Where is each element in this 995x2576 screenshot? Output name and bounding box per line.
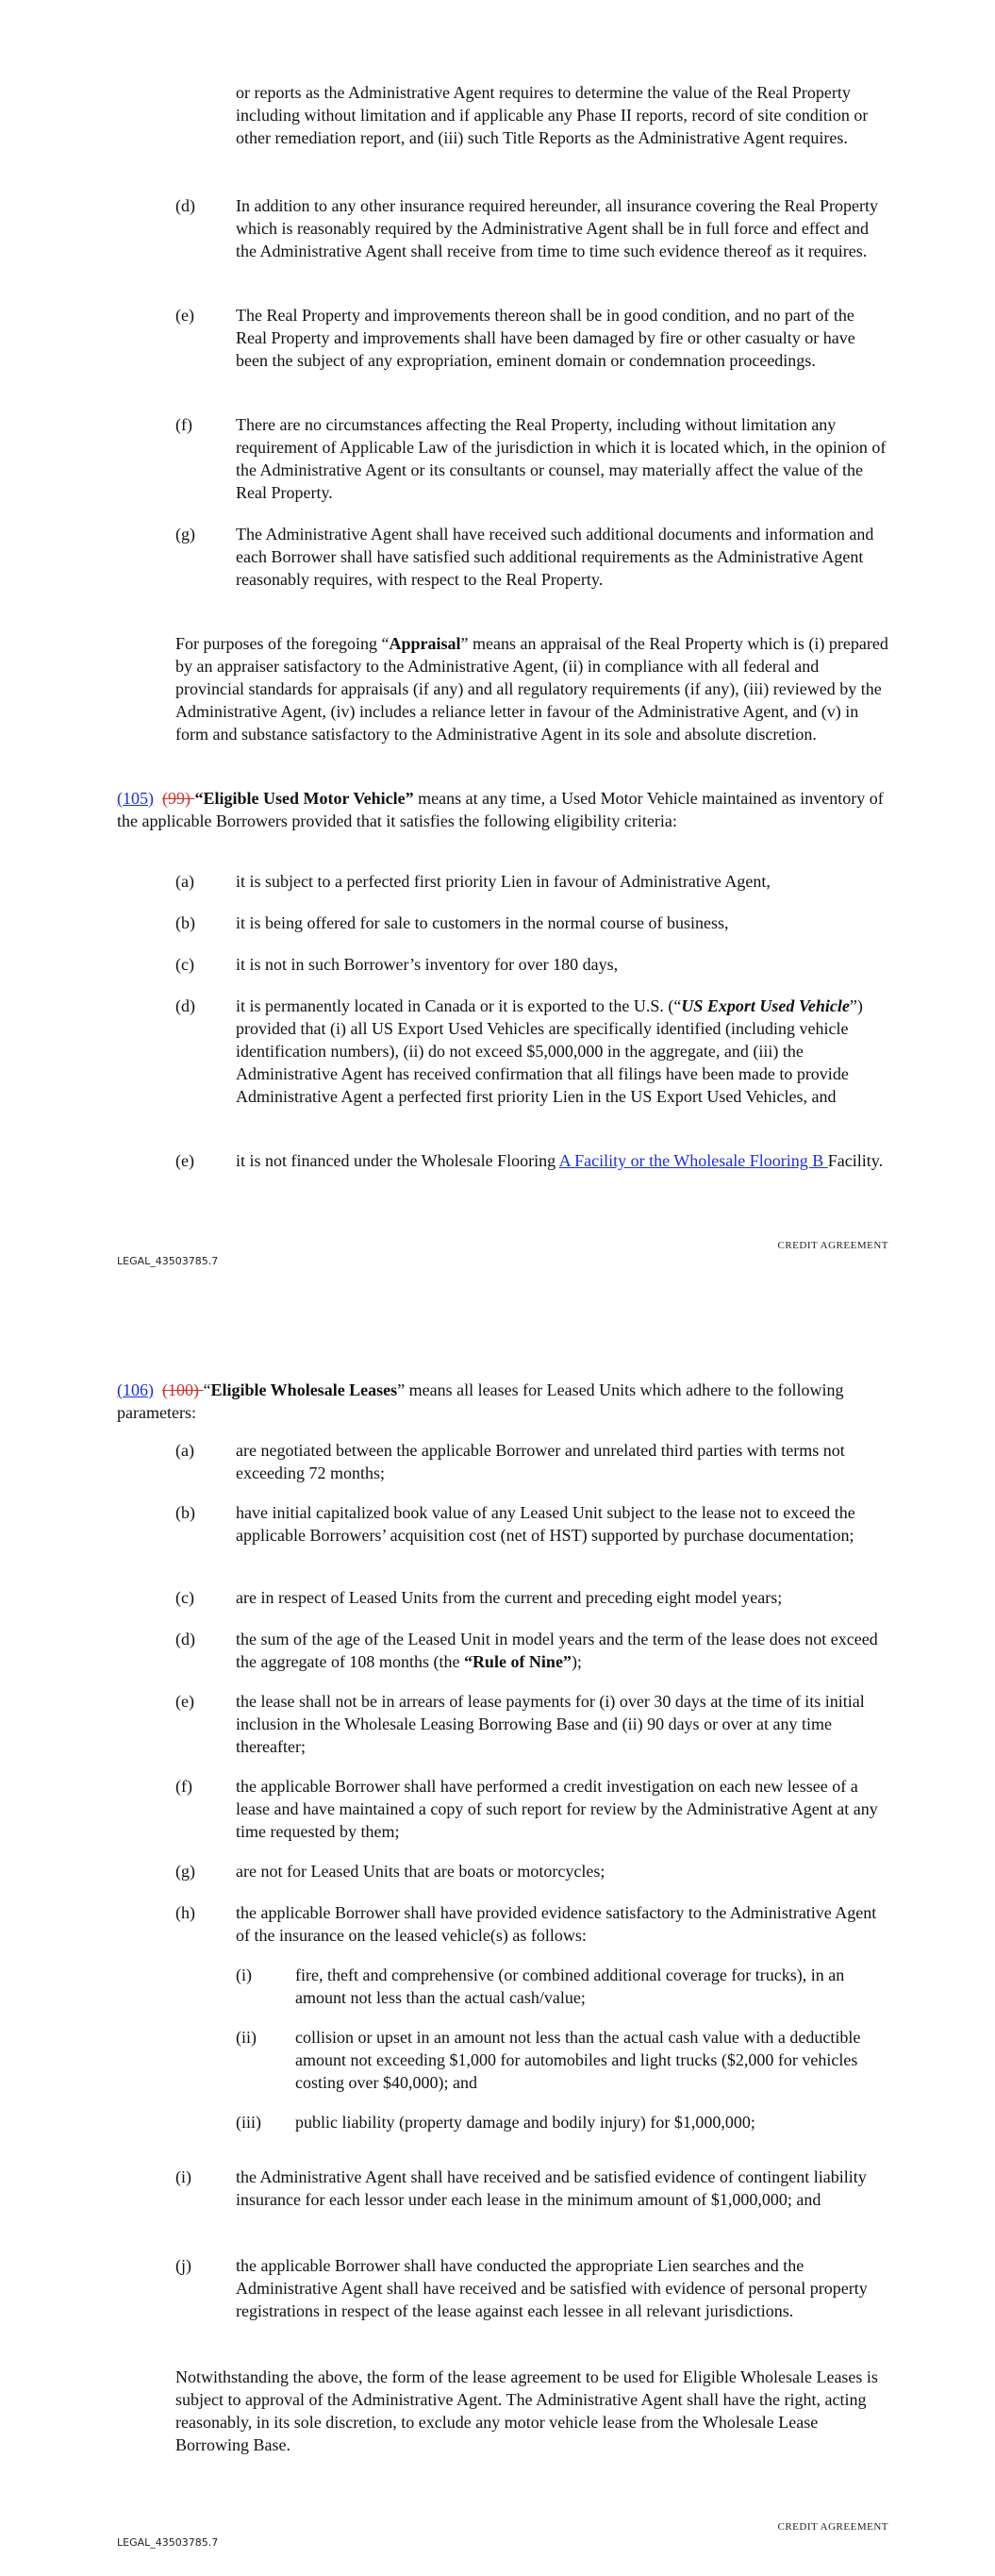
definition-term: “Eligible Used Motor Vehicle”	[194, 789, 414, 808]
item-label: (g)	[175, 525, 195, 544]
wholesale-flooring-link[interactable]: A Facility or the Wholesale Flooring B	[558, 1151, 828, 1170]
subitem-label: (iii)	[236, 2113, 261, 2132]
appraisal-pre: For purposes of the foregoing “	[175, 634, 390, 653]
item-text: have initial capitalized book value of any Leased Unit subject to the lease not to exceed the applicable Borrowers’ acquisition cost (net of HST) supported by purchase documentation;	[236, 1503, 855, 1545]
item-text: the lease shall not be in arrears of lease payments for (i) over 30 days at the time of its initial inclusion in the Wholesale Leasing Borrowing Base and (ii) 90 days or over at any time thereafter;	[236, 1692, 865, 1756]
criterion-e-pre: it is not financed under the Wholesale Flooring	[236, 1151, 559, 1170]
item-label: (a)	[175, 1441, 194, 1460]
subitem-text: fire, theft and comprehensive (or combined additional coverage for trucks), in an amount not less than the actual cash/value;	[295, 1965, 845, 2007]
criterion-label: (a)	[175, 872, 194, 891]
item-label: (i)	[175, 2167, 191, 2186]
footer-title: CREDIT AGREEMENT	[777, 2521, 888, 2533]
definition-text: ” means all leases for Leased Units which adhere to the following parameters:	[117, 1380, 844, 1422]
item-label: (b)	[175, 1503, 195, 1522]
definition-term: Eligible Wholesale Leases	[210, 1380, 398, 1399]
definition-number-old: (99)	[162, 789, 195, 808]
item-label: (f)	[175, 1777, 192, 1796]
criterion-d-pre: it is permanently located in Canada or it is exported to the U.S. (“	[236, 996, 682, 1015]
item-label: (j)	[175, 2256, 191, 2275]
intro-paragraph: or reports as the Administrative Agent requires to determine the value of the Real Property including without limitation and if applicable any Phase II reports, record of site condition or other remediation report, and (iii) such Title Reports as the Administrative Agent requires.	[236, 83, 869, 147]
item-text: the applicable Borrower shall have provided evidence satisfactory to the Administrative Agent of the insurance on the leased vehicle(s) as follows:	[236, 1903, 877, 1945]
criterion-label: (b)	[175, 913, 195, 932]
item-label: (f)	[175, 415, 192, 434]
item-text: are negotiated between the applicable Borrower and unrelated third parties with terms not exceeding 72 months;	[236, 1441, 845, 1482]
document-page-2	[0, 1297, 995, 2576]
item-text: the Administrative Agent shall have received and be satisfied evidence of contingent liability insurance for each lessor under each lease in the minimum amount of $1,000,000; and	[236, 2167, 867, 2209]
item-text: are in respect of Leased Units from the current and preceding eight model years;	[236, 1588, 783, 1607]
appraisal-paragraph	[175, 632, 888, 745]
criterion-text-us-export	[236, 995, 887, 1108]
definition-number-old: (100)	[162, 1380, 204, 1399]
footer-title: CREDIT AGREEMENT	[777, 1240, 888, 1251]
appraisal-post: ” means an appraisal of the Real Property which is (i) prepared by an appraiser satisfactory to the Administrative Agent, (ii) in compliance with all federal and provincial standards for appraisals (if any) and all regulatory requirements (if any), (iii) reviewed by the Administrative Agent, (iv) includes a reliance letter in favour of the Administrative Agent, and (v) in form and substance satisfactory to the Administrative Agent in its sole and absolute discretion.	[175, 634, 888, 744]
criterion-text: it is being offered for sale to customers in the normal course of business,	[236, 913, 729, 932]
item-d-term: “Rule of Nine”	[463, 1652, 572, 1671]
item-d-pre: the sum of the age of the Leased Unit in model years and the term of the lease does not exceed the aggregate of 108 months (the	[236, 1630, 878, 1671]
item-label: (d)	[175, 196, 195, 215]
item-text: are not for Leased Units that are boats or motorcycles;	[236, 1862, 605, 1881]
definition-eligible-wholesale-leases	[117, 1379, 890, 1424]
footer-doc-id: LEGAL_43503785.7	[117, 2536, 219, 2549]
criterion-label: (e)	[175, 1151, 194, 1170]
criterion-d-term: US Export Used Vehicle	[681, 996, 850, 1015]
definition-number-new[interactable]: (105)	[117, 789, 154, 808]
item-label: (g)	[175, 1862, 195, 1881]
subitem-label: (ii)	[236, 2028, 257, 2047]
item-label: (e)	[175, 1692, 194, 1711]
appraisal-term: Appraisal	[389, 634, 461, 653]
item-text: In addition to any other insurance required hereunder, all insurance covering the Real Property which is reasonably required by the Administrative Agent shall be in full force and effect and the Administrative Agent shall receive from time to time such evidence thereof as it requires.	[236, 196, 879, 260]
criterion-label: (d)	[175, 996, 195, 1015]
subitem-text: collision or upset in an amount not less than the actual cash value with a deductible amount not exceeding $1,000 for automobiles and light trucks ($2,000 for vehicles costing over $40,000); and	[295, 2028, 861, 2092]
subitem-text: public liability (property damage and bodily injury) for $1,000,000;	[295, 2113, 755, 2132]
item-label: (d)	[175, 1630, 195, 1648]
definition-open-quote: “	[203, 1380, 211, 1399]
criterion-text: it is subject to a perfected first priority Lien in favour of Administrative Agent,	[236, 872, 771, 891]
footer-doc-id: LEGAL_43503785.7	[117, 1255, 219, 1267]
subitem-label: (i)	[236, 1965, 252, 1984]
item-label: (e)	[175, 306, 194, 325]
criterion-text-wholesale-flooring	[236, 1149, 887, 1172]
item-d-post: );	[571, 1652, 582, 1671]
criterion-text: it is not in such Borrower’s inventory for over 180 days,	[236, 955, 619, 974]
item-text: The Real Property and improvements thereon shall be in good condition, and no part of the Real Property and improvements shall have been damaged by fire or other casualty or have been the subject of any expropriation, eminent domain or condemnation proceedings.	[236, 306, 855, 370]
item-text: the applicable Borrower shall have performed a credit investigation on each new lessee of a lease and have maintained a copy of such report for review by the Administrative Agent at any time requested by them;	[236, 1777, 878, 1841]
definition-number-new[interactable]: (106)	[117, 1380, 154, 1399]
item-text: There are no circumstances affecting the Real Property, including without limitation any requirement of Applicable Law of the jurisdiction in which it is located which, in the opinion of the Administrative Agent or its consultants or counsel, may materially affect the value of the Real Property.	[236, 415, 887, 502]
item-text: The Administrative Agent shall have received such additional documents and information and each Borrower shall have satisfied such additional requirements as the Administrative Agent reasonably requires, with respect to the Real Property.	[236, 525, 874, 589]
item-label: (h)	[175, 1903, 195, 1922]
criterion-label: (c)	[175, 955, 194, 974]
criterion-e-post: Facility.	[827, 1151, 884, 1170]
closing-paragraph: Notwithstanding the above, the form of the lease agreement to be used for Eligible Wholesale Leases is subject to approval of the Administrative Agent. The Administrative Agent shall have the right, acting reasonably, in its sole discretion, to exclude any motor vehicle lease from the Wholesale Lease Borrowing Base.	[175, 2367, 878, 2454]
definition-text: means at any time, a Used Motor Vehicle maintained as inventory of the applicable Borrowers provided that it satisfies the following eligibility criteria:	[117, 789, 884, 830]
item-label: (c)	[175, 1588, 194, 1607]
item-text: the applicable Borrower shall have conducted the appropriate Lien searches and the Administrative Agent shall have received and be satisfied with evidence of personal property registrations in respect of the lease against each lessee in all relevant jurisdictions.	[236, 2256, 868, 2320]
item-text-rule-of-nine	[236, 1628, 887, 1673]
criterion-d-post: ”) provided that (i) all US Export Used Vehicles are specifically identified (including vehicle identification numbers), (ii) do not exceed $5,000,000 in the aggregate, and (iii) the Administrative Agent has received confirmation that all filings have been made to provide Administrative Agent a perfected first priority Lien in the US Export Used Vehicles, and	[236, 996, 863, 1106]
definition-eligible-used-motor-vehicle	[117, 787, 890, 832]
